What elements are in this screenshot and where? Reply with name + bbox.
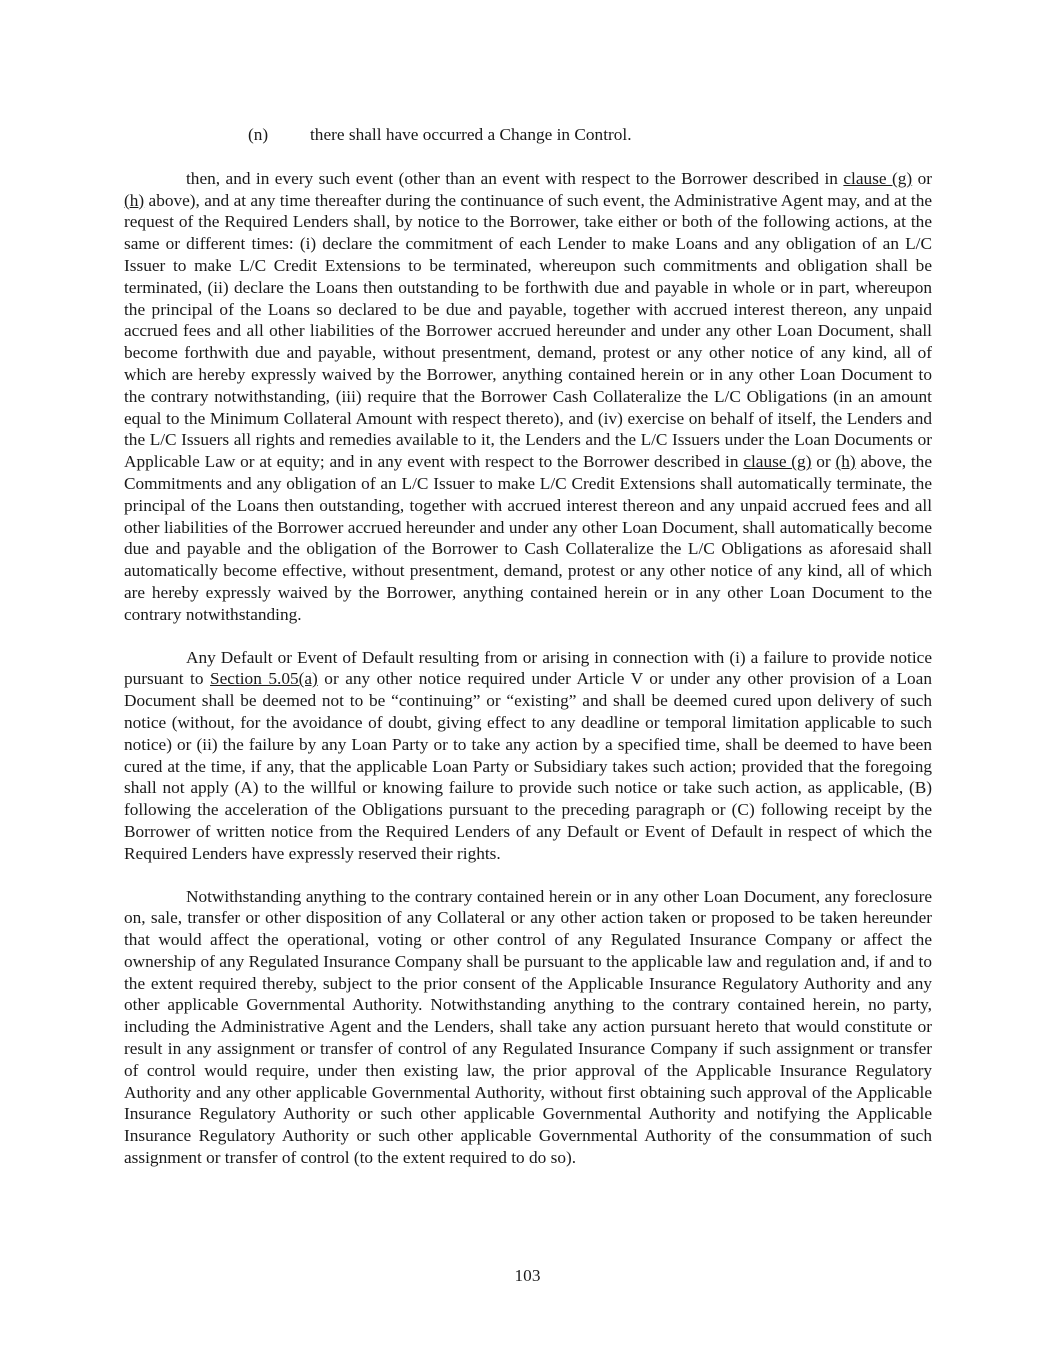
text-run: or (912, 168, 932, 188)
clause-h-reference: (h) (835, 452, 856, 472)
text-run: or (811, 452, 836, 472)
text-run: Notwithstanding anything to the contrary contained herein or in any other Loan Document, any foreclosure on, sale, transfer or other disposition of any Collateral or any other action taken or proposed to be taken hereunder that would affect the operational, voting or other control of any Regulated Insurance Company or affect the ownership of any Regulated Insurance Company shall be pursuant to the applicable law and regulation and, if and to the extent required thereby, subject to the prior consent of the Applicable Insurance Regulatory Authority and any other applicable Governmental Authority. Notwithstanding anything to the contrary contained herein, no party, including the Administrative Agent and the Lenders, shall take any action pursuant hereto that would constitute or result in any assignment or transfer of control of any Regulated Insurance Company if such assignment or transfer of control would require, under then existing law, the prior approval of the Applicable Insurance Regulatory Authority and any other applicable Governmental Authority, without first obtaining such approval of the Applicable Insurance Regulatory Authority or such other applicable Governmental Authority and notifying the Applicable Insurance Regulatory Authority or such other applicable Governmental Authority of the consummation of such assignment or transfer of control (to the extent required to do so). (124, 886, 932, 1168)
clause-h-reference: (h) (124, 190, 145, 210)
default-cure-paragraph (124, 647, 932, 865)
text-run: or any other notice required under Article V or under any other provision of a Loan Document shall be deemed not to be “continuing” or “existing” and shall be deemed cured upon delivery of such notice (without, for the avoidance of doubt, giving effect to any deadline or temporal limitation applicable to such notice) or (ii) the failure by any Loan Party or to take any action by a specified time, shall be deemed to have been cured at the time, if any, that the applicable Loan Party or Subsidiary takes such action; provided that the foregoing shall not apply (A) to the willful or knowing failure to provide such notice or take such action, as applicable, (B) following the acceleration of the Obligations pursuant to the preceding paragraph or (C) following receipt by the Borrower of written notice from the Required Lenders of any Default or Event of Default in respect of which the Required Lenders have expressly reserved their rights. (124, 669, 932, 863)
remedies-paragraph (124, 168, 932, 626)
clause-g-reference: clause (g) (843, 168, 913, 188)
insurance-regulatory-paragraph (124, 886, 932, 1169)
clause-n (124, 124, 932, 146)
section-5-05a-reference: Section 5.05(a) (210, 669, 318, 689)
document-page (124, 124, 932, 1190)
text-run: above), and at any time thereafter during the continuance of such event, the Administrative Agent may, and at the request of the Required Lenders shall, by notice to the Borrower, take either or both of the following actions, at the same or different times: (i) declare the commitment of each Lender to make Loans and any obligation of an L/C Issuer to make L/C Credit Extensions to be terminated, whereupon such commitments and obligation shall be terminated, (ii) declare the Loans then outstanding to be forthwith due and payable in whole or in part, whereupon the principal of the Loans so declared to be due and payable, together with accrued interest thereon, any unpaid accrued fees and all other liabilities of the Borrower accrued hereunder and under any other Loan Document, shall become forthwith due and payable, without presentment, demand, protest or any other notice of any kind, all of which are hereby expressly waived by the Borrower, anything contained herein or in any other Loan Document to the contrary notwithstanding, (iii) require that the Borrower Cash Collateralize the L/C Obligations (in an amount equal to the Minimum Collateral Amount with respect thereto), and (iv) exercise on behalf of itself, the Lenders and the L/C Issuers all rights and remedies available to it, the Lenders and the L/C Issuers under the Loan Documents or Applicable Law or at equity; and in any event with respect to the Borrower described in (124, 190, 932, 472)
clause-g-reference: clause (g) (743, 452, 812, 472)
clause-n-text: there shall have occurred a Change in Control. (310, 125, 632, 144)
clause-n-label: (n) (248, 125, 269, 144)
text-run: above, the Commitments and any obligation of an L/C Issuer to make L/C Credit Extensions shall automatically terminate, the principal of the Loans then outstanding, together with accrued interest thereon and any unpaid accrued fees and all other liabilities of the Borrower accrued hereunder and under any other Loan Document, shall automatically become due and payable and the obligation of the Borrower to Cash Collateralize the L/C Obligations as aforesaid shall automatically become effective, without presentment, demand, protest or any other notice of any kind, all of which are hereby expressly waived by the Borrower, anything contained herein or in any other Loan Document to the contrary notwithstanding. (124, 452, 932, 624)
page-number: 103 (514, 1266, 541, 1285)
text-run: Any Default or Event of Default resulting from or arising in connection with (i) a failure to provide notice pursuant to (124, 647, 932, 689)
text-run: then, and in every such event (other than an event with respect to the Borrower described in (186, 168, 844, 188)
